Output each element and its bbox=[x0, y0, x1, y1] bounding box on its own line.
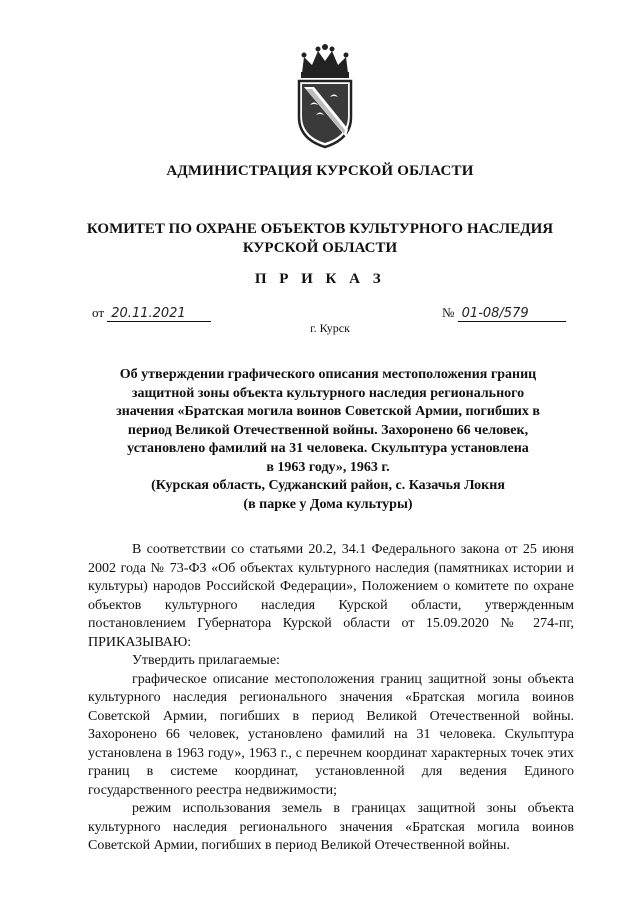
body-paragraph: режим использования земель в границах защитной зоны объекта культурного наследия регионального значения «Братская могила воинов Советской Армии, погибших в период Великой Отечественной войны. bbox=[88, 801, 574, 853]
number-handwritten: 01-08/579 bbox=[458, 306, 566, 322]
body-paragraph: Утвердить прилагаемые: bbox=[132, 653, 280, 668]
title-line: в 1963 году», 1963 г. bbox=[266, 459, 390, 475]
title-line: (Курская область, Суджанский район, с. Казачья Локня bbox=[151, 478, 505, 493]
document-body bbox=[88, 541, 574, 856]
committee-heading bbox=[0, 220, 640, 258]
title-line: значения «Братская могила воинов Советской Армии, погибших в bbox=[116, 404, 540, 419]
body-paragraph: В соответствии со статьями 20.2, 34.1 Федерального закона от 25 июня 2002 года № 73-ФЗ «Об объектах культурного наследия (памятниках истории и культуры) народов Российской Федерации», Положением о комитете по охране объектов культурного наследия Курской области, утвержденным постановлением Губернатора Курской области от 15.09.2020 № 274-пг, ПРИКАЗЫВАЮ: bbox=[88, 542, 574, 650]
date-handwritten: 20.11.2021 bbox=[107, 306, 211, 322]
title-line: Об утверждении графического описания местоположения границ bbox=[119, 367, 537, 382]
body-paragraph: графическое описание местоположения границ защитной зоны объекта культурного наследия регионального значения «Братская могила воинов Советской Армии, погибших в период Великой Отечественной войны. Захоронено 66 человек, установлено фамилий на 31 человека. Скульптура установлена в 1963 году», 1963 г., с перечнем координат характерных точек этих границ в системе координат, установленной для ведения Единого государственного реестра недвижимости; bbox=[88, 671, 574, 798]
document-title bbox=[96, 366, 560, 514]
administration-heading: АДМИНИСТРАЦИЯ КУРСКОЙ ОБЛАСТИ bbox=[166, 163, 474, 179]
committee-heading-line: КУРСКОЙ ОБЛАСТИ bbox=[242, 240, 398, 256]
title-line: защитной зоны объекта культурного наследия регионального bbox=[131, 385, 525, 401]
committee-heading-line: КОМИТЕТ ПО ОХРАНЕ ОБЪЕКТОВ КУЛЬТУРНОГО НАСЛЕДИЯ bbox=[86, 221, 554, 237]
date-prefix: от bbox=[92, 305, 105, 320]
number-prefix: № bbox=[442, 305, 455, 320]
city-label: г. Курск bbox=[310, 321, 350, 335]
number-field bbox=[442, 305, 566, 322]
title-line: период Великой Отечественной войны. Захоронено 66 человек, bbox=[127, 422, 529, 438]
kursk-coat-of-arms-icon bbox=[290, 43, 360, 151]
date-field bbox=[92, 305, 211, 322]
document-type: П Р И К А З bbox=[254, 271, 386, 287]
title-line: установлено фамилий на 31 человека. Скульптура установлена bbox=[127, 441, 529, 456]
title-line: (в парке у Дома культуры) bbox=[243, 496, 413, 512]
